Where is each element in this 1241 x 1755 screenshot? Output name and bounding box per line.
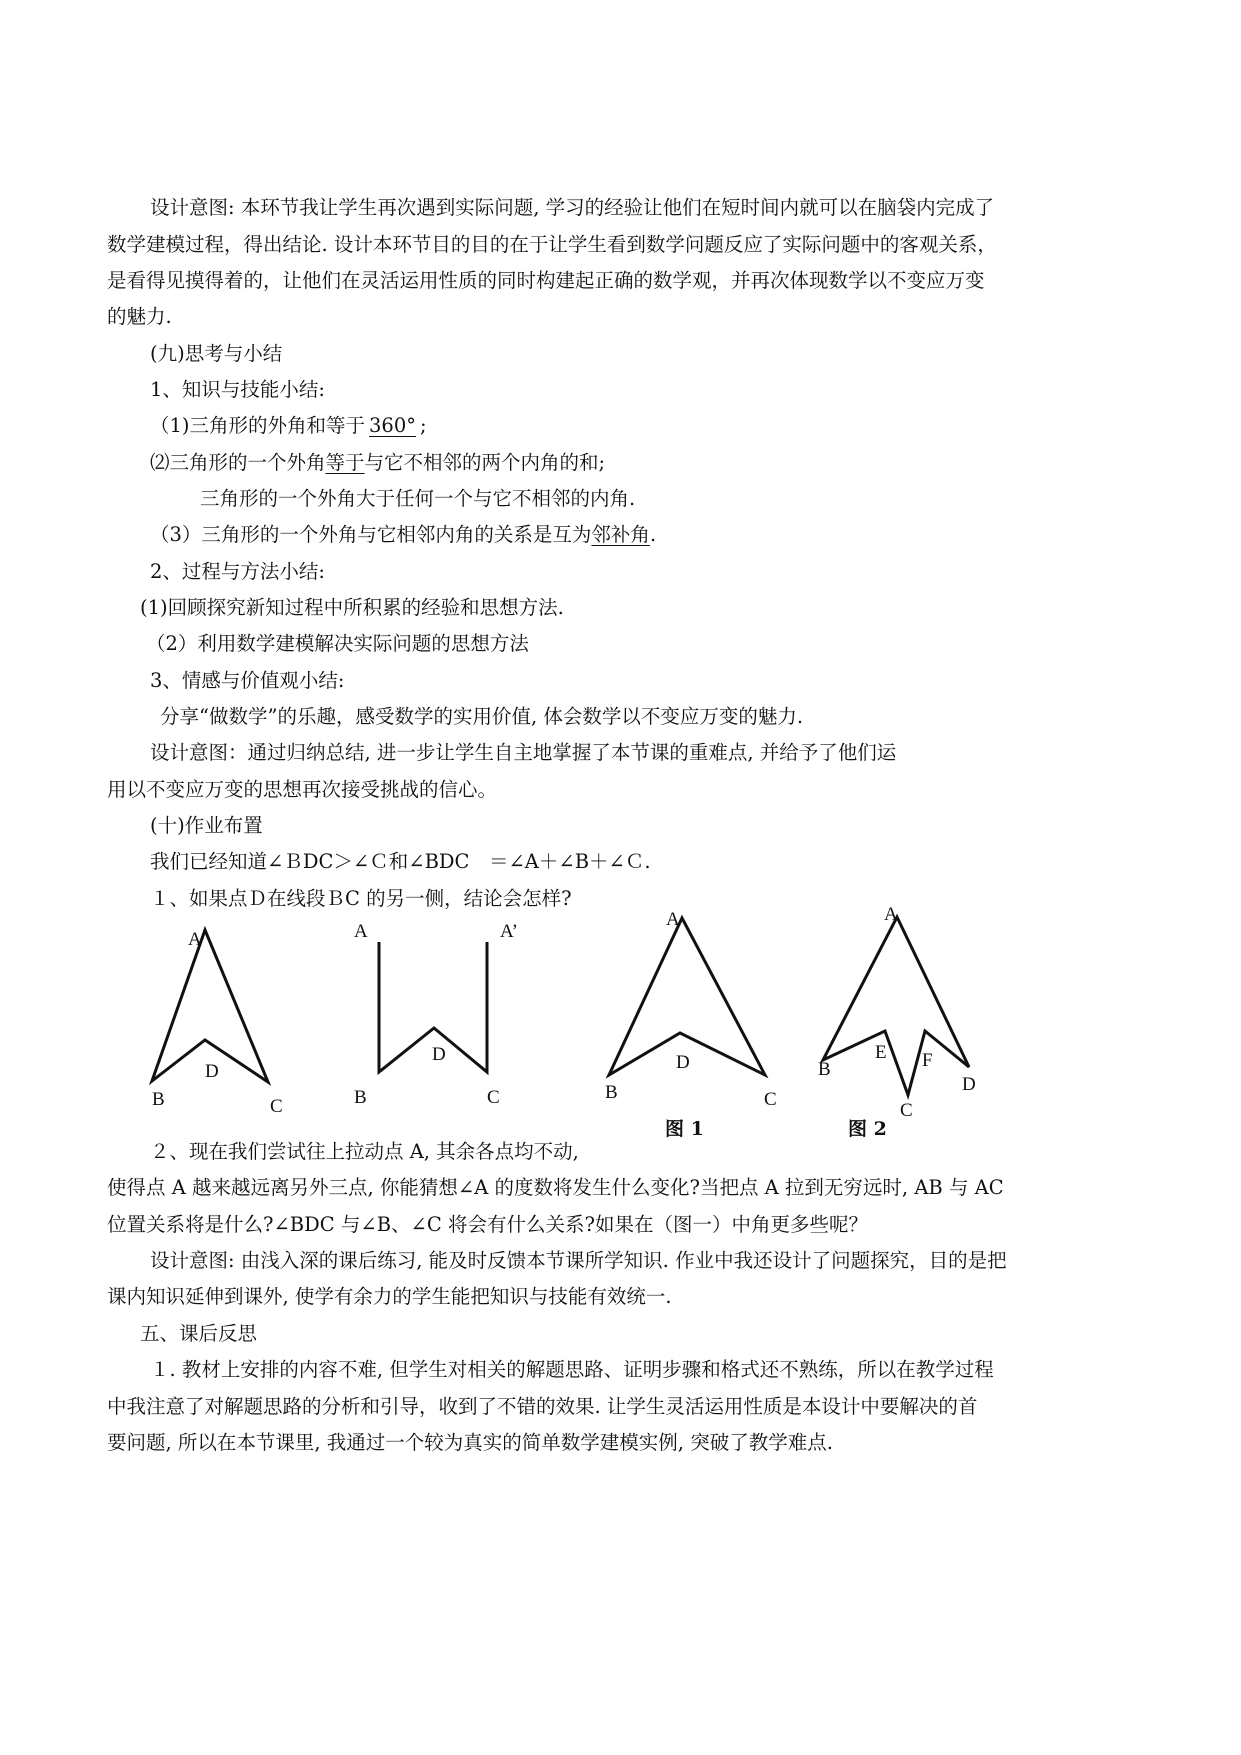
- homework-question-1: １、如果点Ｄ在线段ＢC 的另一侧，结论会怎样?: [150, 887, 572, 910]
- f2-label-A: A: [354, 921, 368, 942]
- design-intent-line-1: 设计意图: 本环节我让学生再次遇到实际问题, 学习的经验让他们在短时间内就可以在脑袋内完成了: [150, 196, 995, 219]
- f1-label-B: B: [152, 1089, 165, 1110]
- summary-item-3-text: （3）三角形的一个外角与它相邻内角的关系是互为: [150, 523, 592, 546]
- homework-question-2-line-2: 使得点 A 越来越远离另外三点, 你能猜想∠A 的度数将发生什么变化?当把点 A 拉到无穷远时, AB 与 AC: [107, 1176, 1004, 1199]
- f4-label-F: F: [922, 1050, 933, 1071]
- f4-label-E: E: [875, 1042, 887, 1063]
- f1-label-C: C: [270, 1096, 283, 1117]
- knowledge-summary-heading: 1、知识与技能小结:: [150, 378, 325, 401]
- design-intent-3-line-1: 设计意图: 由浅入深的课后练习, 能及时反馈本节课所学知识. 作业中我还设计了问题探究，目的是把: [150, 1249, 1007, 1272]
- figure-arrowhead-fig2: [823, 917, 969, 1095]
- reflection-line-2: 中我注意了对解题思路的分析和引导，收到了不错的效果. 让学生灵活运用性质是本设计中要解决的首: [107, 1395, 978, 1418]
- reflection-line-3: 要问题, 所以在本节课里, 我通过一个较为真实的简单数学建模实例, 突破了教学难点.: [107, 1431, 833, 1454]
- process-item-1: (1)回顾探究新知过程中所积累的经验和思想方法.: [140, 596, 564, 619]
- f4-label-D: D: [962, 1074, 976, 1095]
- f3-label-A: A: [666, 909, 680, 930]
- homework-premise: 我们已经知道∠ＢDC＞∠Ｃ和∠BDC ＝∠A＋∠B＋∠Ｃ.: [150, 850, 651, 873]
- answer-blank-supplementary: 邻补角: [591, 523, 650, 546]
- homework-question-2-line-3: 位置关系将是什么?∠BDC 与∠B、∠C 将会有什么关系?如果在（图一）中角更多些呢？: [107, 1213, 868, 1236]
- f1-label-A: A: [188, 929, 202, 950]
- summary-item-2-text: ⑵三角形的一个外角: [150, 451, 326, 474]
- answer-blank-equal: 等于: [325, 451, 365, 474]
- figure-2-caption: 图 2: [848, 1118, 887, 1140]
- design-intent-line-3: 是看得见摸得着的，让他们在灵活运用性质的同时构建起正确的数学观，并再次体现数学以不变应万变: [107, 269, 985, 292]
- design-intent-line-4: 的魅力.: [107, 305, 172, 328]
- f1-label-D: D: [205, 1061, 219, 1082]
- section-heading-10: (十)作业布置: [150, 814, 263, 837]
- design-intent-2-line-1: 设计意图：通过归纳总结, 进一步让学生自主地掌握了本节课的重难点, 并给予了他们运: [150, 741, 897, 764]
- figure-arrowhead-1: [152, 930, 268, 1082]
- design-intent-line-2: 数学建模过程，得出结论. 设计本环节目的目的在于让学生看到数学问题反应了实际问题中的客观关系，: [107, 233, 997, 256]
- summary-item-1-text: （1)三角形的外角和等于: [150, 414, 366, 437]
- f4-label-B: B: [818, 1059, 831, 1080]
- summary-item-1-end: ;: [420, 414, 427, 437]
- f3-label-B: B: [605, 1082, 618, 1103]
- f2-label-D: D: [432, 1044, 446, 1065]
- f4-label-A: A: [884, 904, 898, 925]
- emotion-item: 分享“做数学”的乐趣，感受数学的实用价值, 体会数学以不变应万变的魅力.: [160, 705, 804, 728]
- figure-1-caption: 图 1: [665, 1118, 704, 1140]
- f2-label-B: B: [354, 1087, 367, 1108]
- emotion-summary-heading: 3、情感与价值观小结:: [150, 669, 345, 692]
- answer-blank-360: 360°: [369, 414, 416, 437]
- f4-label-C: C: [900, 1100, 913, 1121]
- f3-label-C: C: [764, 1089, 777, 1110]
- f2-label-A-prime: A’: [500, 921, 518, 942]
- design-intent-2-line-2: 用以不变应万变的思想再次接受挑战的信心。: [107, 778, 498, 801]
- process-summary-heading: 2、过程与方法小结:: [150, 560, 325, 583]
- summary-item-2b: 三角形的一个外角大于任何一个与它不相邻的内角.: [200, 487, 636, 510]
- f2-label-C: C: [487, 1087, 500, 1108]
- f3-label-D: D: [676, 1052, 690, 1073]
- section-heading-reflection: 五、课后反思: [140, 1322, 258, 1345]
- summary-item-3-end: .: [649, 523, 657, 546]
- homework-question-2-line-1: ２、现在我们尝试往上拉动点 A, 其余各点均不动,: [150, 1140, 579, 1163]
- section-heading-9: (九)思考与小结: [150, 342, 283, 365]
- process-item-2: （2）利用数学建模解决实际问题的思想方法: [146, 632, 529, 655]
- reflection-line-1: １. 教材上安排的内容不难, 但学生对相关的解题思路、证明步骤和格式还不熟练，所以在教学过程: [150, 1358, 994, 1381]
- design-intent-3-line-2: 课内知识延伸到课外, 使学有余力的学生能把知识与技能有效统一.: [107, 1285, 672, 1308]
- summary-item-2-end: 与它不相邻的两个内角的和;: [364, 451, 606, 474]
